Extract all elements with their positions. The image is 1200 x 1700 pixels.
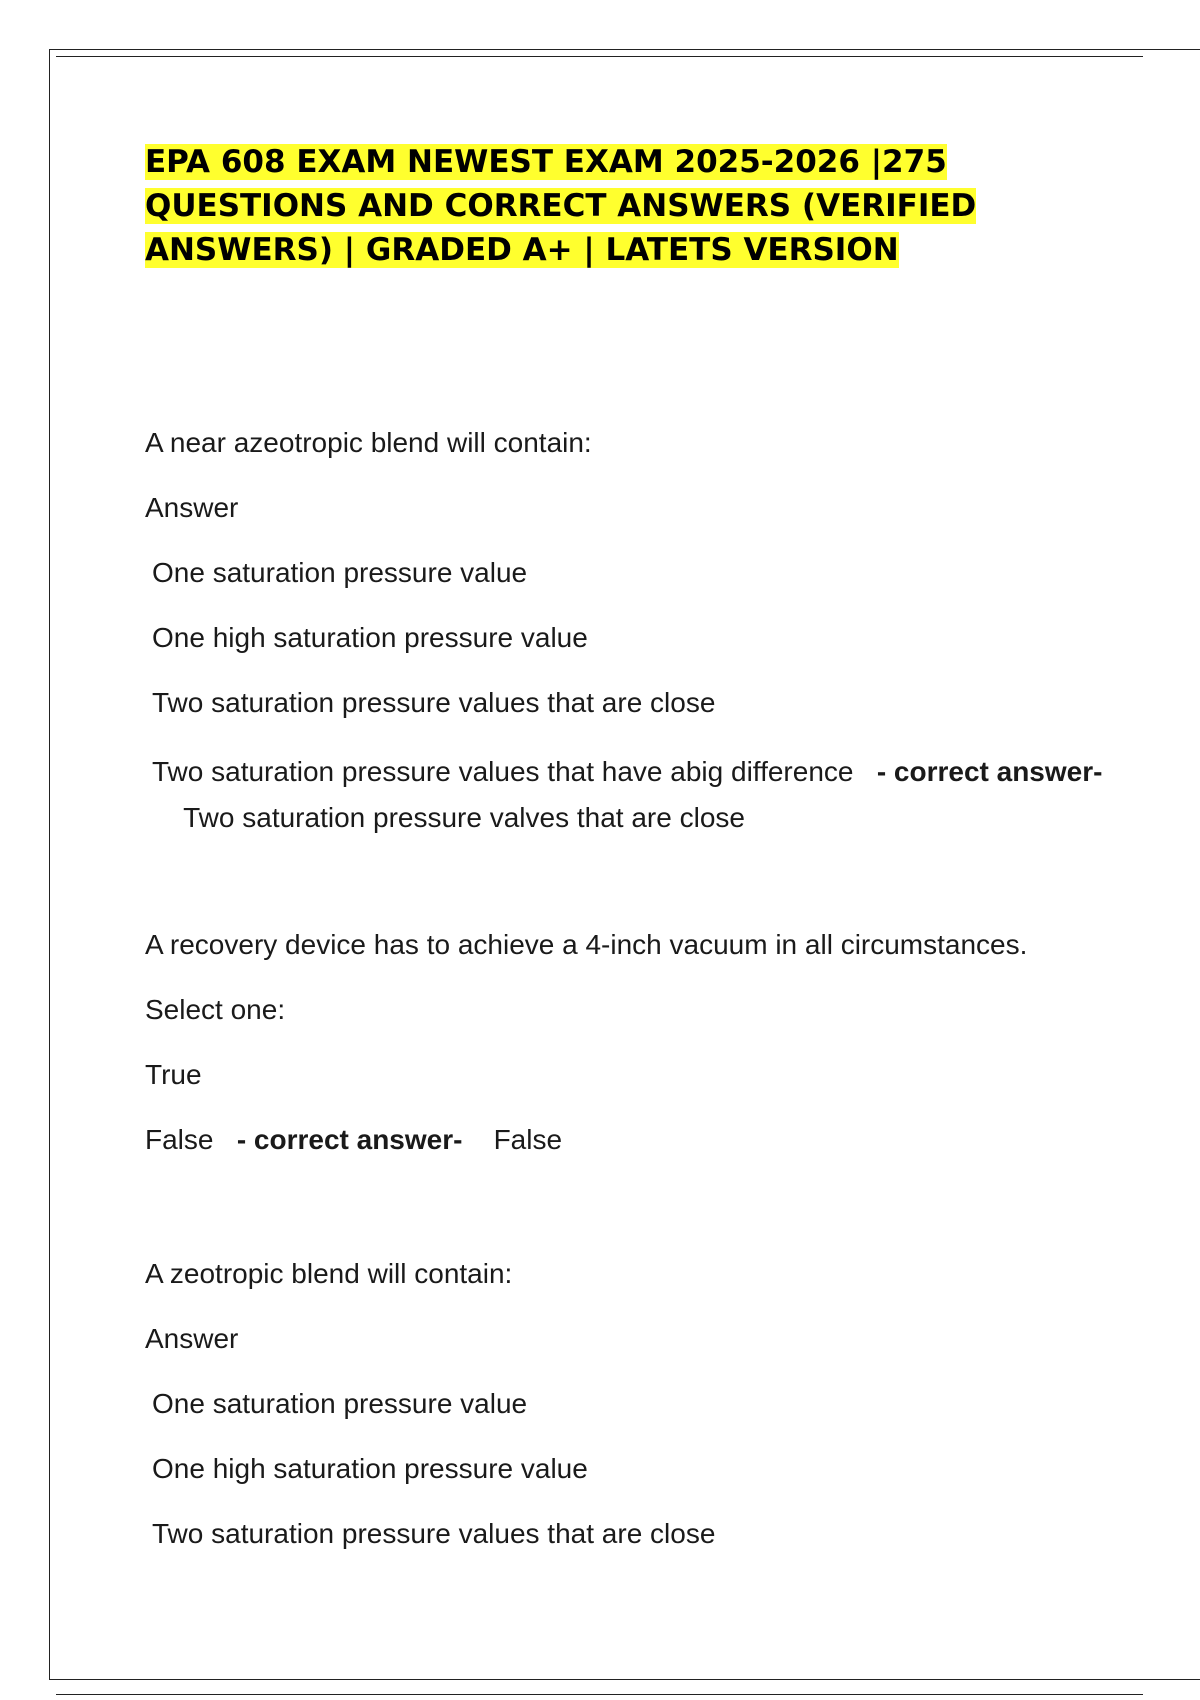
option: Two saturation pressure values that are close [152, 687, 716, 718]
question-1 [145, 424, 1105, 841]
correct-answer-value: False [493, 1124, 563, 1155]
correct-answer-value: Two saturation pressure valves that are close [183, 802, 745, 833]
answer-line [145, 749, 1105, 841]
answer-label: Answer [145, 492, 239, 523]
option: Two saturation pressure values that are close [152, 1518, 716, 1549]
option: One high saturation pressure value [152, 622, 588, 653]
correct-answer-marker: - correct answer- [236, 1124, 463, 1155]
question-prompt: A zeotropic blend will contain: [145, 1258, 513, 1289]
answer-label: Answer [145, 1323, 239, 1354]
bottom-rule [56, 1694, 1143, 1695]
option-last: False [145, 1124, 214, 1155]
answer-label: Select one: [145, 994, 286, 1025]
answer-line [145, 1121, 1105, 1159]
question-prompt: A recovery device has to achieve a 4-inch vacuum in all circumstances. [145, 929, 1028, 960]
top-rule [56, 56, 1143, 57]
option: One high saturation pressure value [152, 1453, 588, 1484]
question-prompt: A near azeotropic blend will contain: [145, 427, 592, 458]
option: True [145, 1059, 202, 1090]
option-last: Two saturation pressure values that have abig difference [152, 756, 854, 787]
question-2 [145, 926, 1105, 1186]
correct-answer-marker: - correct answer- [876, 756, 1103, 787]
title-highlight: EPA 608 EXAM NEWEST EXAM 2025-2026 |275 QUESTIONS AND CORRECT ANSWERS (VERIFIED ANSWERS) | GRADED A+ | LATETS VERSION [145, 144, 977, 268]
document-body [145, 140, 1105, 1549]
document-title [145, 140, 1045, 272]
question-3 [145, 1255, 1105, 1580]
option: One saturation pressure value [152, 557, 528, 588]
option: One saturation pressure value [152, 1388, 528, 1419]
